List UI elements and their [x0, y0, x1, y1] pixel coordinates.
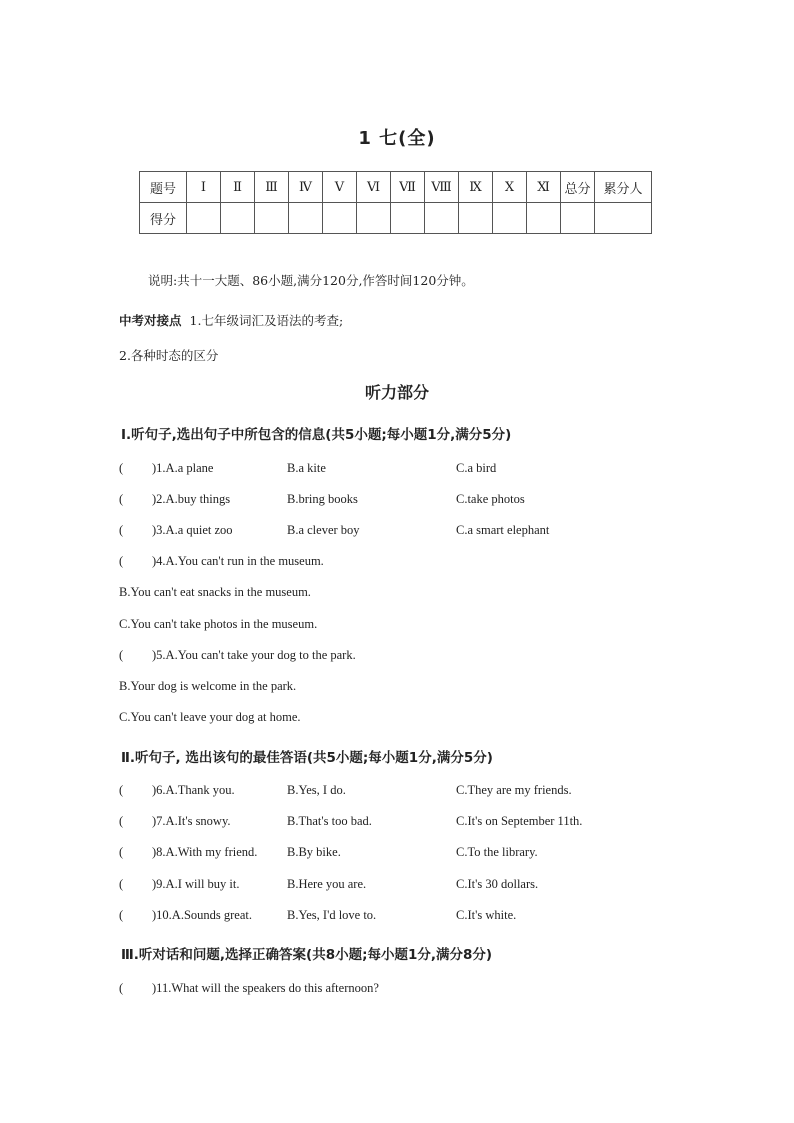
question-row	[119, 783, 572, 798]
answer-paren[interactable]: (	[119, 523, 124, 537]
option-b: B.Here you are.	[287, 877, 367, 891]
key-point-label: 中考对接点	[119, 313, 182, 328]
question-text: )11.What will the speakers do this afternoon?	[152, 981, 379, 995]
question-row	[119, 814, 583, 829]
section-heading: Ⅱ.听句子, 选出该句的最佳答语(共5小题;每小题1分,满分5分)	[121, 750, 493, 766]
table-cell-empty[interactable]	[289, 203, 323, 234]
table-cell: Ⅺ	[527, 172, 561, 203]
question-row	[119, 461, 497, 476]
option-b: B.You can't eat snacks in the museum.	[119, 585, 311, 599]
option-c: C.a smart elephant	[456, 523, 550, 537]
option-c: C.You can't take photos in the museum.	[119, 617, 318, 631]
question-row	[119, 845, 538, 860]
question-row	[119, 648, 356, 663]
table-cell-empty[interactable]	[425, 203, 459, 234]
option-c: C.It's 30 dollars.	[456, 877, 539, 891]
answer-paren[interactable]: (	[119, 981, 124, 995]
option-b: B.Yes, I do.	[287, 783, 346, 797]
answer-paren[interactable]: (	[119, 554, 124, 568]
table-cell-empty[interactable]	[527, 203, 561, 234]
table-cell: Ⅸ	[459, 172, 493, 203]
option-a: )8.A.With my friend.	[152, 845, 258, 859]
section-heading: Ⅲ.听对话和问题,选择正确答案(共8小题;每小题1分,满分8分)	[121, 947, 493, 963]
page-title: 1 七(全)	[358, 128, 436, 149]
key-point-text: 2.各种时态的区分	[119, 348, 219, 363]
option-a: )3.A.a quiet zoo	[152, 523, 233, 537]
answer-paren[interactable]: (	[119, 461, 124, 475]
option-c: C.They are my friends.	[456, 783, 572, 797]
score-table	[139, 171, 652, 234]
section-heading: Ⅰ.听句子,选出句子中所包含的信息(共5小题;每小题1分,满分5分)	[121, 427, 512, 443]
option-b: B.Your dog is welcome in the park.	[119, 679, 297, 693]
option-b: B.a kite	[287, 461, 326, 475]
instructions: 说明:共十一大题、86小题,满分120分,作答时间120分钟。	[148, 273, 474, 288]
table-cell: Ⅱ	[221, 172, 255, 203]
question-row	[119, 908, 517, 923]
table-cell: Ⅹ	[493, 172, 527, 203]
key-point	[119, 311, 343, 329]
table-cell: Ⅲ	[255, 172, 289, 203]
option-a: )2.A.buy things	[152, 492, 231, 506]
score-table-score-row	[140, 203, 652, 234]
option-c: C.a bird	[456, 461, 497, 475]
option-c: C.It's white.	[456, 908, 517, 922]
option-b: B.a clever boy	[287, 523, 360, 537]
table-cell-empty[interactable]	[493, 203, 527, 234]
answer-paren[interactable]: (	[119, 877, 124, 891]
table-cell-empty[interactable]	[357, 203, 391, 234]
question-row	[119, 523, 550, 538]
option-b: B.That's too bad.	[287, 814, 372, 828]
table-cell: Ⅶ	[391, 172, 425, 203]
answer-paren[interactable]: (	[119, 492, 124, 506]
option-a: )4.A.You can't run in the museum.	[152, 554, 324, 568]
table-cell: Ⅰ	[187, 172, 221, 203]
table-cell: 题号	[140, 172, 187, 203]
option-a: )1.A.a plane	[152, 461, 214, 475]
option-a: )7.A.It's snowy.	[152, 814, 231, 828]
option-a: )10.A.Sounds great.	[152, 908, 252, 922]
part-title: 听力部分	[364, 383, 429, 402]
option-c: C.It's on September 11th.	[456, 814, 583, 828]
table-cell-empty[interactable]	[459, 203, 493, 234]
table-cell: 得分	[140, 203, 187, 234]
answer-paren[interactable]: (	[119, 648, 124, 662]
option-a: )9.A.I will buy it.	[152, 877, 240, 891]
table-cell-empty[interactable]	[221, 203, 255, 234]
table-cell-empty[interactable]	[595, 203, 652, 234]
table-cell: 累分人	[595, 172, 652, 203]
table-cell-empty[interactable]	[561, 203, 595, 234]
option-a: )5.A.You can't take your dog to the park.	[152, 648, 356, 662]
option-c: C.To the library.	[456, 845, 538, 859]
table-cell: Ⅷ	[425, 172, 459, 203]
score-table-header-row	[140, 172, 652, 203]
option-a: )6.A.Thank you.	[152, 783, 235, 797]
option-b: B.By bike.	[287, 845, 341, 859]
table-cell-empty[interactable]	[187, 203, 221, 234]
answer-paren[interactable]: (	[119, 845, 124, 859]
question-row	[119, 492, 525, 507]
answer-paren[interactable]: (	[119, 783, 124, 797]
option-b: B.Yes, I'd love to.	[287, 908, 377, 922]
option-c: C.You can't leave your dog at home.	[119, 710, 301, 724]
question-row	[119, 877, 539, 892]
table-cell-empty[interactable]	[255, 203, 289, 234]
question-row	[119, 554, 324, 569]
table-cell-empty[interactable]	[391, 203, 425, 234]
table-cell: Ⅵ	[357, 172, 391, 203]
question-row	[119, 981, 379, 996]
answer-paren[interactable]: (	[119, 814, 124, 828]
option-b: B.bring books	[287, 492, 358, 506]
table-cell-empty[interactable]	[323, 203, 357, 234]
option-c: C.take photos	[456, 492, 525, 506]
answer-paren[interactable]: (	[119, 908, 124, 922]
key-point-text: 1.七年级词汇及语法的考查;	[189, 313, 344, 328]
table-cell: 总分	[561, 172, 595, 203]
table-cell: Ⅳ	[289, 172, 323, 203]
table-cell: Ⅴ	[323, 172, 357, 203]
